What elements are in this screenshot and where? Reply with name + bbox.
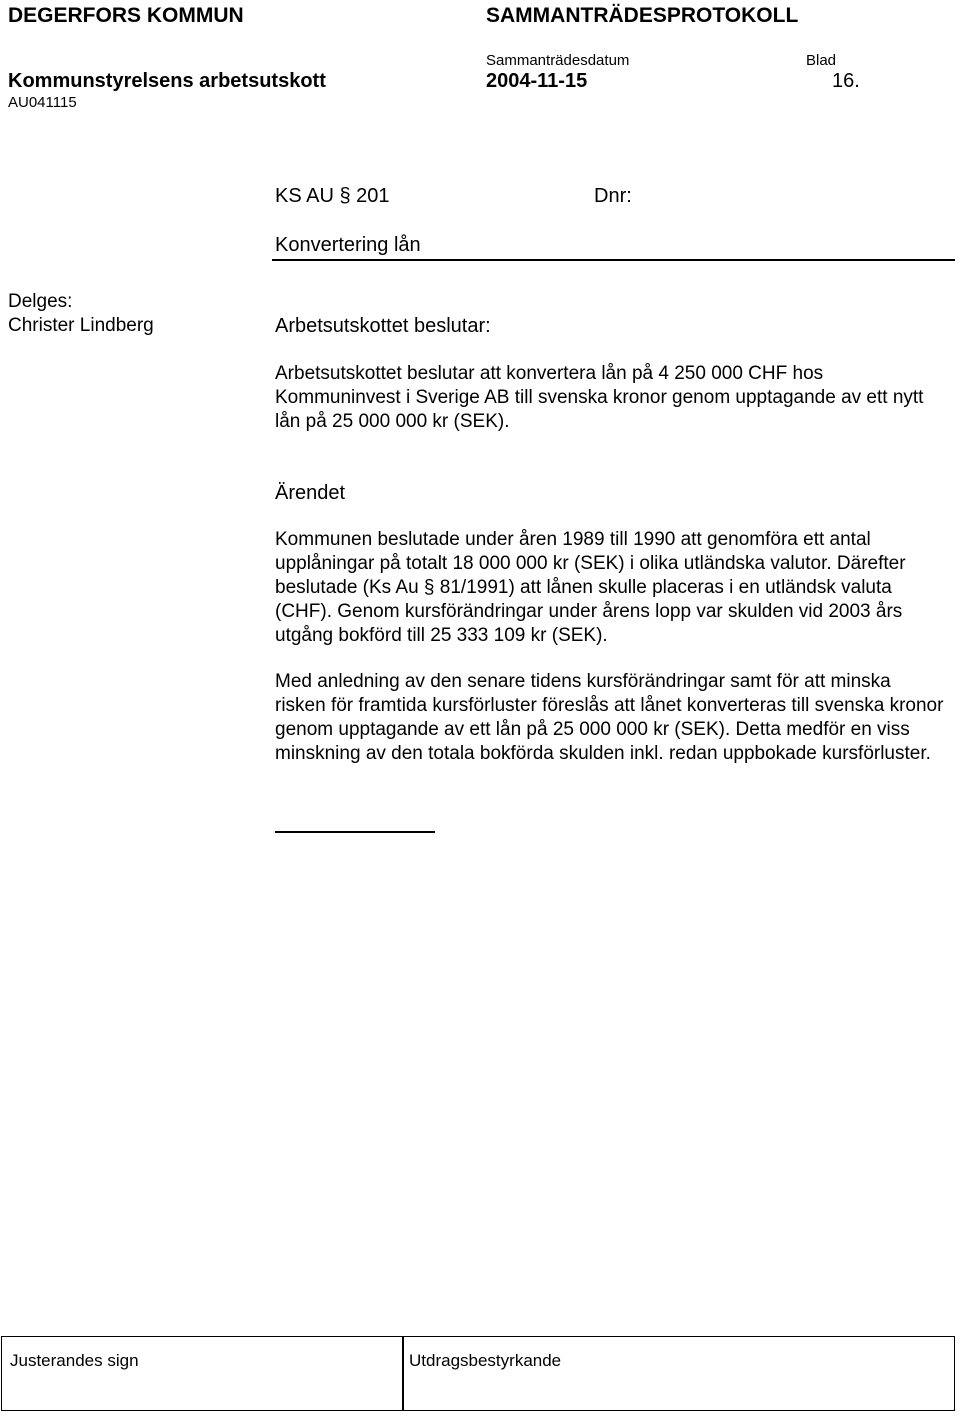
signature-box-divider [402,1337,404,1410]
page-label: Blad [806,52,837,69]
distribution-recipient: Christer Lindberg [8,315,154,336]
decision-heading: Arbetsutskottet beslutar: [275,315,491,337]
adjuster-signature-label: Justerandes sign [10,1351,139,1370]
page-number: 16. [832,70,860,92]
document-type: SAMMANTRÄDESPROTOKOLL [486,4,799,27]
dnr-label: Dnr: [594,185,632,207]
extract-certification-label: Utdragsbestyrkande [409,1351,562,1370]
committee-name: Kommunstyrelsens arbetsutskott [8,70,326,92]
closing-rule [275,831,435,833]
meeting-date: 2004-11-15 [486,70,588,92]
distribution-label: Delges: [8,291,73,312]
case-title: Konvertering lån [275,234,421,256]
reference-code: AU041115 [8,94,77,111]
signature-box [1,1336,955,1411]
matter-paragraph-2: Med anledning av den senare tidens kursförändringar samt för att minska risken för framtida kursförluster föreslås att lånet konverteras till svenska kronor genom upptagande av ett lån på 25 000 000 kr (SEK). Detta medför en viss minskning av den totala bokförda skulden inkl. redan uppbokade kursförluster. [275,671,944,764]
meeting-date-label: Sammanträdesdatum [486,52,630,69]
matter-heading: Ärendet [275,482,346,504]
title-rule [272,259,955,261]
case-number: KS AU § 201 [275,185,390,207]
municipality-name: DEGERFORS KOMMUN [8,4,244,27]
matter-paragraph-1: Kommunen beslutade under åren 1989 till 1990 att genomföra ett antal upplåningar på totalt 18 000 000 kr (SEK) i olika utländska valutor. Därefter beslutade (Ks Au § 81/1991) att lånen skulle placeras i en utländsk valuta (CHF). Genom kursförändringar under årens lopp var skulden vid 2003 års utgång bokförd till 25 333 109 kr (SEK). [275,529,906,646]
decision-text: Arbetsutskottet beslutar att konvertera lån på 4 250 000 CHF hos Kommuninvest i Sverige AB till svenska kronor genom upptagande av ett nytt lån på 25 000 000 kr (SEK). [275,363,924,432]
